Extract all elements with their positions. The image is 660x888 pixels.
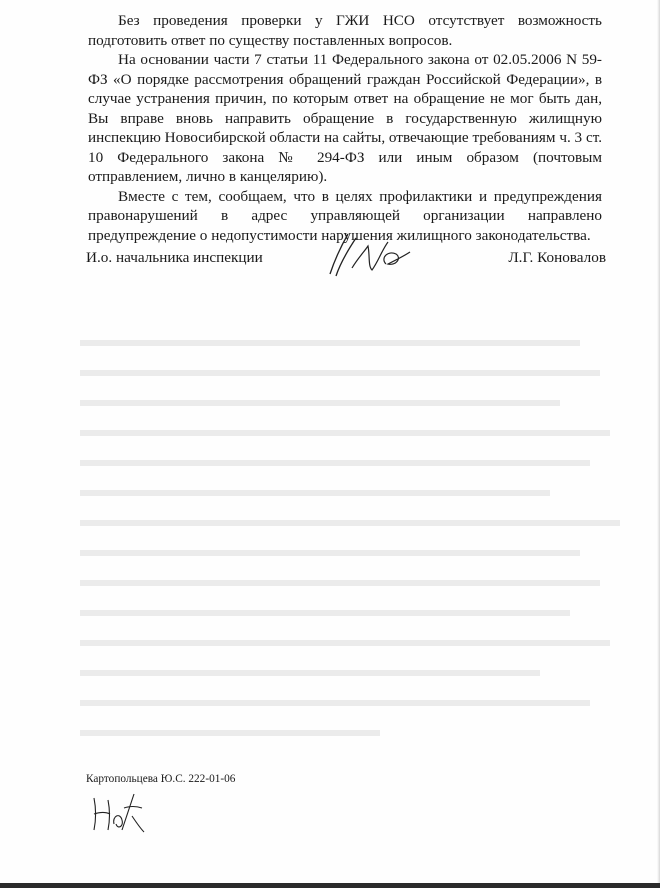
reverse-side-bleed-through [70,330,630,770]
handwritten-signature [322,228,412,280]
signatory-title: И.о. начальника инспекции [86,249,263,266]
page-bottom-edge [0,883,660,888]
signatory-name: Л.Г. Коновалов [508,249,606,266]
paragraph-no-inspection: Без проведения проверки у ГЖИ НСО отсутствует возможность подготовить ответ по существу поставленных вопросов. [88,12,602,49]
paragraph-legal-basis: На основании части 7 статьи 11 Федерального закона от 02.05.2006 N 59-ФЗ «О порядке рассмотрения обращений граждан Российской Федерации», в случае устранения причин, по которым ответ на обращение не мог быть дан, Вы вправе вновь направить обращение в государственную жилищную инспекцию Новосибирской области на сайты, отвечающие требованиям ч. 3 ст. 10 Федерального закона № 294-ФЗ или иным образом (почтовым отправлением, лично в канцелярию). [88,51,602,185]
executor-contact: Картопольцева Ю.С. 222-01-06 [86,773,236,785]
letter-body [88,11,602,245]
executor-initials-signature [88,790,146,836]
paragraph-warning-issued: Вместе с тем, сообщаем, что в целях профилактики и предупреждения правонарушений в адрес управляющей организации направлено предупреждение о недопустимости нарушения жилищного законодательства. [88,187,602,244]
